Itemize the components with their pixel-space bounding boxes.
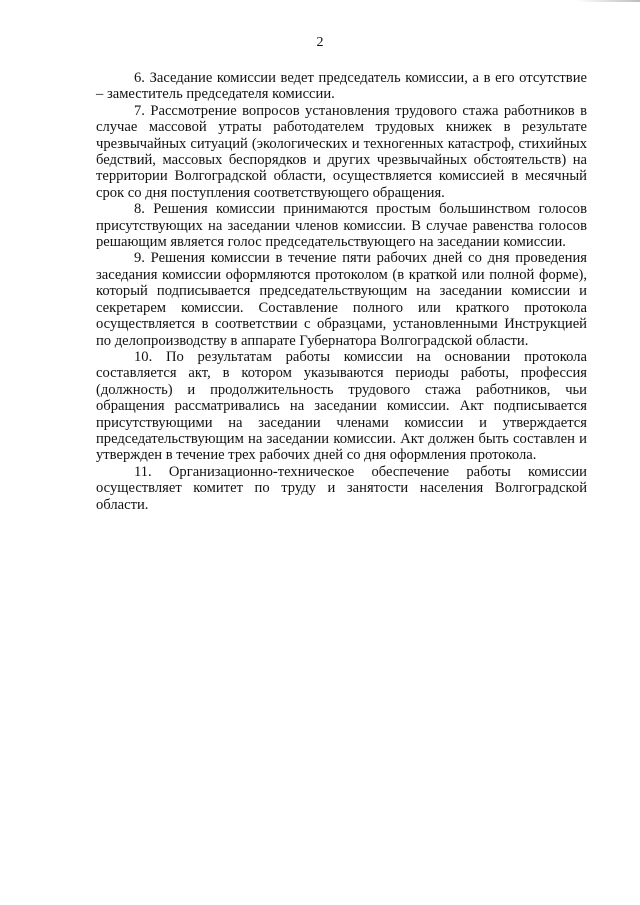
paragraph-9: 9. Решения комиссии в течение пяти рабочих дней со дня проведения заседания комиссии оформляются протоколом (в краткой или полной форме), который подписывается председательствующим на заседании комиссии и секретарем комиссии. Составление полного или краткого протокола осуществляется в соответствии с образцами, установленными Инструкцией по делопроизводству в аппарате Губернатора Волгоградской области.	[96, 250, 587, 349]
paragraph-10: 10. По результатам работы комиссии на основании протокола составляется акт, в котором указываются периоды работы, профессия (должность) и продолжительность трудового стажа работников, чьи обращения рассматривались на заседании комиссии. Акт подписывается присутствующими на заседании членами комиссии и утверждается председательствующим на заседании комиссии. Акт должен быть составлен и утвержден в течение трех рабочих дней со дня оформления протокола.	[96, 348, 587, 464]
document-body	[96, 70, 587, 513]
scan-edge-mark	[576, 0, 640, 2]
paragraph-6: 6. Заседание комиссии ведет председатель комиссии, а в его отсутствие – заместитель председателя комиссии.	[96, 70, 587, 103]
paragraph-7: 7. Рассмотрение вопросов установления трудового стажа работников в случае массовой утраты работодателем трудовых книжек в результате чрезвычайных ситуаций (экологических и техногенных катастроф, стихийных бедствий, массовых беспорядков и других чрезвычайных обстоятельств) на территории Волгоградской области, осуществляется комиссией в месячный срок со дня поступления соответствующего обращения.	[96, 102, 587, 201]
paragraph-8: 8. Решения комиссии принимаются простым большинством голосов присутствующих на заседании членов комиссии. В случае равенства голосов решающим является голос председательствующего на заседании комиссии.	[96, 201, 587, 251]
paragraph-11: 11. Организационно-техническое обеспечение работы комиссии осуществляет комитет по труду и занятости населения Волгоградской области.	[96, 463, 587, 513]
page-number: 2	[316, 35, 324, 50]
